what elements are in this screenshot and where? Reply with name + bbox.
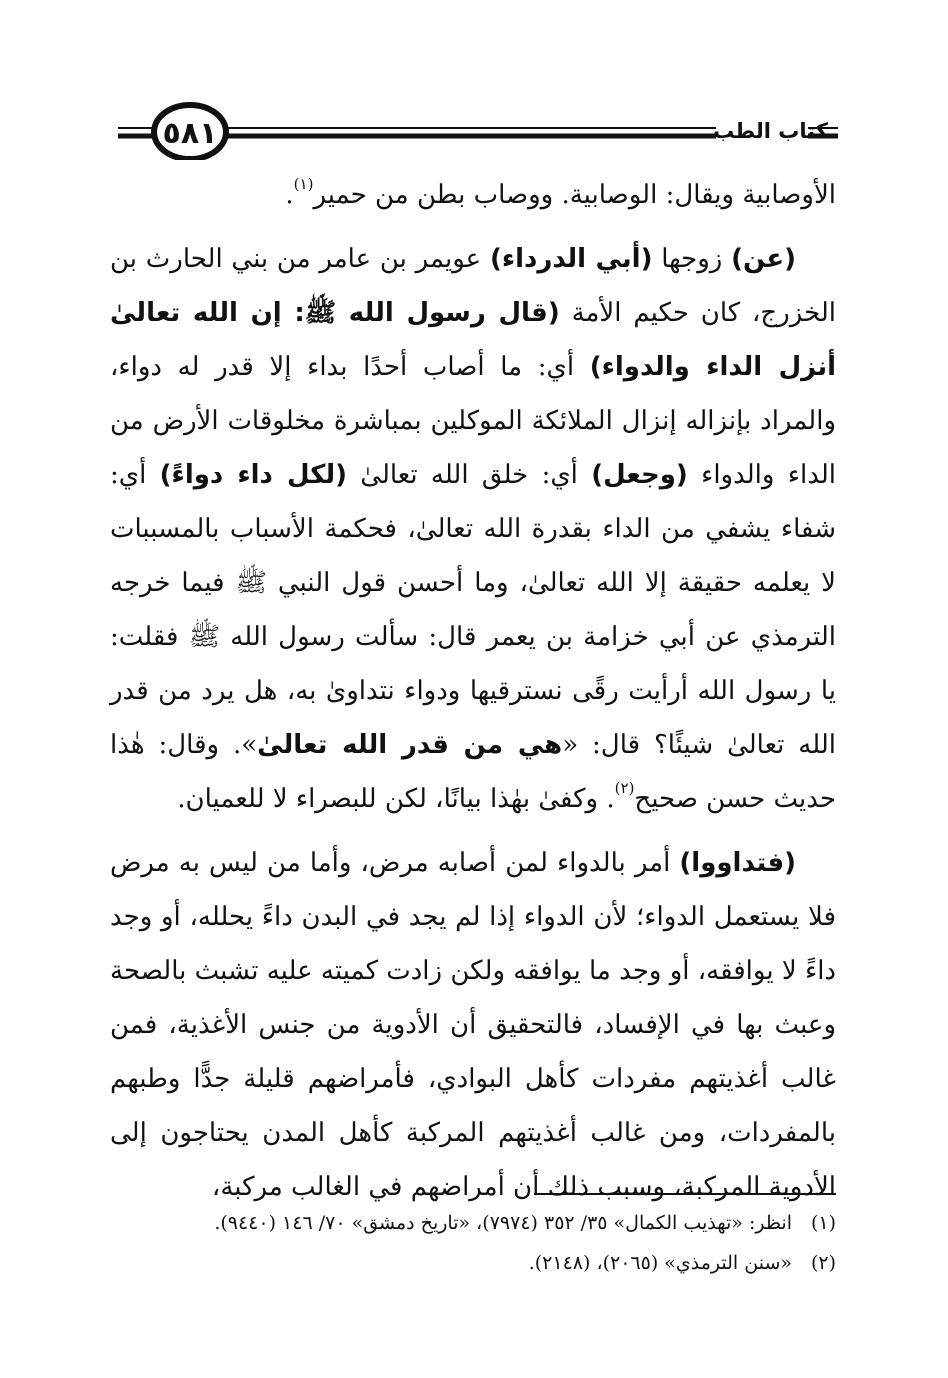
footnotes — [110, 1203, 836, 1283]
text-span: أمر بالدواء لمن أصابه مرض، وأما من ليس به مرض فلا يستعمل الدواء؛ لأن الدواء إذا لم يجد في البدن داءً يحلله، أو وجد داءً لا يوافقه، أو وجد ما يوافقه ولكن زادت كميته عليه تشبث بالصحة وعبث بها في الإفساد، فالتحقيق أن الأدوية من جنس الأغذية، فمن غالب أغذيتهم مفردات كأهل البوادي، فأمراضهم قليلة جدًّا وطبهم بالمفردات، ومن غالب أغذيتهم المركبة كأهل المدن يحتاجون إلى الأدوية المركبة، وسبب ذلك أن أمراضهم في الغالب مركبة، — [110, 848, 836, 1202]
bold-phrase: (أبي الدرداء) — [489, 244, 653, 274]
text-span: أي: ما أصاب أحدًا بداء إلا قدر له دواء، والمراد بإنزاله إنزال الملائكة الموكلين بمباشرة مخلوقات الأرض من الداء والدواء — [110, 352, 836, 490]
footnote-number: (٢) — [810, 1252, 836, 1274]
footnote-2 — [110, 1243, 836, 1283]
bold-phrase: (فتداووا) — [679, 848, 796, 878]
footnote-ref-1: (١) — [293, 175, 314, 193]
main-text — [110, 168, 836, 1224]
bold-phrase: هي من قدر الله تعالىٰ — [257, 730, 563, 760]
page-header — [0, 0, 948, 160]
text-span: عويمر بن عامر من بني الحارث بن الخزرج، كان حكيم الأمة — [110, 244, 836, 328]
paragraph-1-text: الأوصابية ويقال: الوصابية. ووصاب بطن من حمير — [313, 180, 836, 210]
paragraph-1 — [110, 168, 836, 222]
paragraph-2 — [110, 232, 836, 826]
page-number: ٥٨١ — [162, 116, 218, 151]
text-span: زوجها — [652, 244, 732, 274]
paragraph-3 — [110, 836, 836, 1214]
footnote-1 — [110, 1203, 836, 1243]
text-span: ». وقال: هٰذا حديث حسن صحيح — [110, 730, 836, 814]
text-span: أي: شفاء يشفي من الداء بقدرة الله تعالىٰ، فحكمة الأسباب بالمسببات لا يعلمه حقيقة إلا الله تعالىٰ، وما أحسن قول النبي ﷺ فيما خرجه الترمذي عن أبي خزامة بن يعمر قال: سألت رسول الله ﷺ فقلت: يا رسول الله أرأيت رقًى نسترقيها ودواء نتداوىٰ به، هل يرد من قدر الله تعالىٰ شيئًا؟ قال: « — [110, 460, 837, 760]
bold-phrase: (لكل داء دواءً) — [159, 460, 347, 490]
paragraph-1-end: . — [285, 180, 294, 210]
text-span: . وكفىٰ بهٰذا بيانًا، لكن للبصراء لا للعميان. — [177, 784, 615, 814]
footnote-text: «سنن الترمذي» (٢٠٦٥)، (٢١٤٨). — [528, 1252, 792, 1274]
running-title: كتاب الطب — [713, 119, 828, 143]
footnote-text: انظر: «تهذيب الكمال» ٣٥/ ٣٥٢ (٧٩٧٤)، «تاريخ دمشق» ٧٠/ ١٤٦ (٩٤٤٠). — [214, 1212, 792, 1234]
footnote-separator — [534, 1193, 836, 1195]
footnote-ref-2: (٢) — [614, 779, 635, 797]
footnote-number: (١) — [810, 1212, 836, 1234]
bold-phrase: (قال رسول الله ﷺ: إن الله تعالىٰ أنزل الداء والدواء) — [110, 298, 836, 382]
bold-phrase: (وجعل) — [591, 460, 688, 490]
bold-phrase: (عن) — [731, 244, 797, 274]
text-span: أي: خلق الله تعالىٰ — [346, 460, 592, 490]
